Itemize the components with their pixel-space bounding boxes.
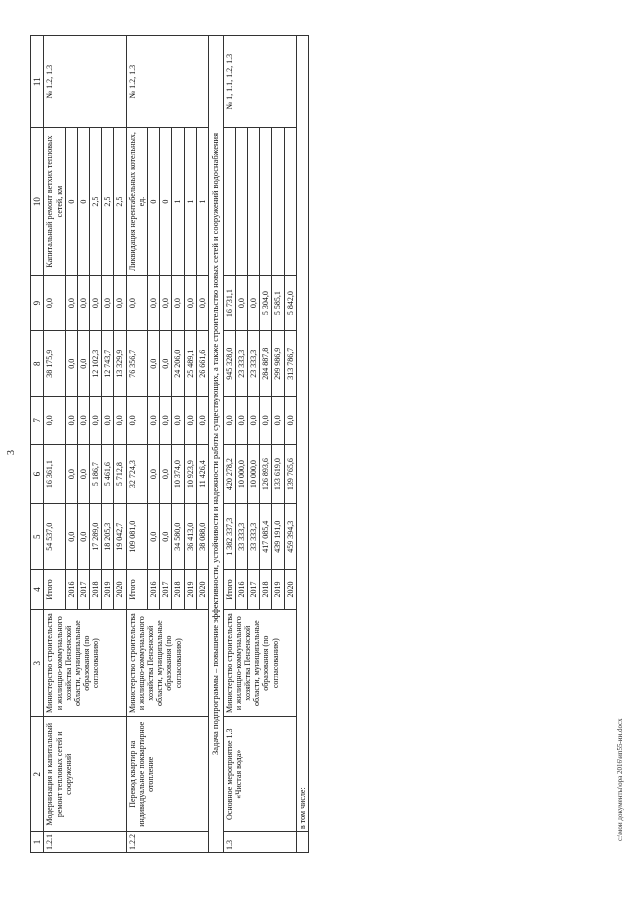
year-cell: 2017: [77, 570, 89, 610]
table-cell: [296, 832, 308, 853]
other-sources: 0,0: [235, 275, 247, 331]
indicator-value: 0: [160, 128, 172, 275]
federal-budget: 0,0: [196, 397, 208, 445]
year-cell: 2019: [102, 570, 114, 610]
total-amount: 459 394,3: [284, 504, 296, 570]
indicator-value: 2,5: [90, 128, 102, 275]
column-number-header: 11: [31, 36, 44, 128]
other-sources: 0,0: [102, 275, 114, 331]
federal-budget: 0,0: [65, 397, 77, 445]
regional-budget: 10 923,9: [184, 444, 196, 504]
target-reference: № 1.2, 1.3: [44, 36, 126, 128]
local-budget: 299 986,9: [272, 331, 284, 397]
regional-budget: 139 765,6: [284, 444, 296, 504]
local-budget: 26 661,6: [196, 331, 208, 397]
indicator-value: 2,5: [102, 128, 114, 275]
year-cell: 2018: [172, 570, 184, 610]
local-budget: 38 175,9: [44, 331, 65, 397]
year-cell: 2016: [65, 570, 77, 610]
local-budget: 313 786,7: [284, 331, 296, 397]
column-number-header: 7: [31, 397, 44, 445]
other-sources: 5 842,0: [284, 275, 296, 331]
federal-budget: 0,0: [114, 397, 126, 445]
other-sources: 0,0: [184, 275, 196, 331]
including-row: [296, 36, 308, 853]
other-sources: 0,0: [248, 275, 260, 331]
total-amount: 17 289,0: [90, 504, 102, 570]
indicator-cell: [260, 128, 272, 275]
indicator-cell: [235, 128, 247, 275]
indicator-cell: Ликвидация нерентабельных котельных, ед.: [126, 128, 147, 275]
indicator-cell: [272, 128, 284, 275]
local-budget: 13 329,9: [114, 331, 126, 397]
executor: Министерство строительства и жилищно-коммунального хозяйства Пензенской области, муниципальные образования (по согласованию): [44, 609, 126, 717]
regional-budget: 420 278,2: [223, 444, 235, 504]
indicator-value: 0: [65, 128, 77, 275]
table-row: [126, 36, 147, 853]
total-amount: 109 081,0: [126, 504, 147, 570]
task-statement: Задача подпрограммы – повышение эффективности, устойчивости и надежности работы существующих, а также строительство новых сетей и сооружений водоснабжения: [208, 36, 223, 853]
total-amount: 33 333,3: [248, 504, 260, 570]
federal-budget: 0,0: [260, 397, 272, 445]
regional-budget: 5 461,6: [102, 444, 114, 504]
year-cell: 2017: [248, 570, 260, 610]
regional-budget: 10 374,0: [172, 444, 184, 504]
year-cell: 2020: [284, 570, 296, 610]
year-cell: 2020: [196, 570, 208, 610]
other-sources: 0,0: [114, 275, 126, 331]
local-budget: 12 102,3: [90, 331, 102, 397]
other-sources: 16 731,1: [223, 275, 235, 331]
indicator-value: 1: [196, 128, 208, 275]
indicator-value: 2,5: [114, 128, 126, 275]
row-number: 1.2.1: [44, 832, 126, 853]
year-cell: 2016: [148, 570, 160, 610]
measure-name: Основное мероприятие 1.3 «Чистая вода»: [223, 717, 296, 832]
year-cell: Итого: [44, 570, 65, 610]
federal-budget: 0,0: [44, 397, 65, 445]
other-sources: 0,0: [160, 275, 172, 331]
federal-budget: 0,0: [160, 397, 172, 445]
total-amount: 439 191,0: [272, 504, 284, 570]
indicator-cell: Капитальный ремонт ветхих тепловых сетей, км: [44, 128, 65, 275]
indicator-cell: [223, 128, 235, 275]
program-table: [30, 35, 309, 853]
regional-budget: 10 000,0: [248, 444, 260, 504]
local-budget: 0,0: [65, 331, 77, 397]
indicator-value: 0: [148, 128, 160, 275]
federal-budget: 0,0: [90, 397, 102, 445]
regional-budget: 5 712,8: [114, 444, 126, 504]
total-amount: 417 085,4: [260, 504, 272, 570]
regional-budget: 16 361,1: [44, 444, 65, 504]
local-budget: 12 743,7: [102, 331, 114, 397]
federal-budget: 0,0: [235, 397, 247, 445]
year-cell: 2017: [160, 570, 172, 610]
year-cell: Итого: [223, 570, 235, 610]
total-amount: 0,0: [77, 504, 89, 570]
column-number-header: 3: [31, 609, 44, 717]
regional-budget: 126 893,6: [260, 444, 272, 504]
column-number-header: 2: [31, 717, 44, 832]
federal-budget: 0,0: [223, 397, 235, 445]
regional-budget: 11 426,4: [196, 444, 208, 504]
total-amount: 18 205,3: [102, 504, 114, 570]
other-sources: 0,0: [126, 275, 147, 331]
other-sources: 0,0: [65, 275, 77, 331]
regional-budget: 0,0: [77, 444, 89, 504]
local-budget: 23 333,3: [248, 331, 260, 397]
row-number: 1.2.2: [126, 832, 208, 853]
local-budget: 76 356,7: [126, 331, 147, 397]
column-number-header: 6: [31, 444, 44, 504]
total-amount: 0,0: [148, 504, 160, 570]
executor: Министерство строительства и жилищно-коммунального хозяйства Пензенской области, муниципальные образования (по согласованию): [126, 609, 208, 717]
federal-budget: 0,0: [77, 397, 89, 445]
column-number-header: 1: [31, 832, 44, 853]
regional-budget: 0,0: [160, 444, 172, 504]
other-sources: 0,0: [148, 275, 160, 331]
total-amount: 38 088,0: [196, 504, 208, 570]
target-reference: № 1.2, 1.3: [126, 36, 208, 128]
federal-budget: 0,0: [148, 397, 160, 445]
executor: Министерство строительства и жилищно-коммунального хозяйства Пензенской области, муниципальные образования (по согласованию): [223, 609, 296, 717]
total-amount: 54 537,0: [44, 504, 65, 570]
federal-budget: 0,0: [284, 397, 296, 445]
year-cell: 2016: [235, 570, 247, 610]
indicator-cell: [248, 128, 260, 275]
measure-name: Модернизация и капитальный ремонт тепловых сетей и сооружений: [44, 717, 126, 832]
regional-budget: 10 000,0: [235, 444, 247, 504]
year-cell: Итого: [126, 570, 147, 610]
target-reference: № 1, 1.1, 1.2, 1.3: [223, 36, 296, 128]
local-budget: 23 333,3: [235, 331, 247, 397]
local-budget: 284 887,8: [260, 331, 272, 397]
total-amount: 1 382 337,3: [223, 504, 235, 570]
total-amount: 0,0: [65, 504, 77, 570]
regional-budget: 0,0: [148, 444, 160, 504]
task-row: [208, 36, 223, 853]
other-sources: 0,0: [90, 275, 102, 331]
total-amount: 34 580,0: [172, 504, 184, 570]
indicator-value: 1: [184, 128, 196, 275]
regional-budget: 5 186,7: [90, 444, 102, 504]
including-label: в том числе:: [296, 36, 308, 832]
page-number: 3: [6, 450, 17, 455]
total-amount: 19 042,7: [114, 504, 126, 570]
other-sources: 5 304,0: [260, 275, 272, 331]
regional-budget: 0,0: [65, 444, 77, 504]
other-sources: 0,0: [196, 275, 208, 331]
column-number-header: 10: [31, 128, 44, 275]
table-row: [44, 36, 65, 853]
indicator-value: 0: [77, 128, 89, 275]
column-number-header: 9: [31, 275, 44, 331]
local-budget: 0,0: [160, 331, 172, 397]
local-budget: 24 206,0: [172, 331, 184, 397]
other-sources: 5 585,1: [272, 275, 284, 331]
other-sources: 0,0: [77, 275, 89, 331]
local-budget: 25 489,1: [184, 331, 196, 397]
federal-budget: 0,0: [248, 397, 260, 445]
regional-budget: 32 724,3: [126, 444, 147, 504]
row-number: 1.3: [223, 832, 296, 853]
federal-budget: 0,0: [102, 397, 114, 445]
federal-budget: 0,0: [126, 397, 147, 445]
column-number-header: 8: [31, 331, 44, 397]
year-cell: 2019: [272, 570, 284, 610]
federal-budget: 0,0: [272, 397, 284, 445]
federal-budget: 0,0: [184, 397, 196, 445]
year-cell: 2020: [114, 570, 126, 610]
header-row: [31, 36, 44, 853]
total-amount: 33 333,3: [235, 504, 247, 570]
local-budget: 945 328,0: [223, 331, 235, 397]
total-amount: 36 413,0: [184, 504, 196, 570]
federal-budget: 0,0: [172, 397, 184, 445]
column-number-header: 4: [31, 570, 44, 610]
indicator-cell: [284, 128, 296, 275]
year-cell: 2019: [184, 570, 196, 610]
local-budget: 0,0: [148, 331, 160, 397]
indicator-value: 1: [172, 128, 184, 275]
column-number-header: 5: [31, 504, 44, 570]
local-budget: 0,0: [77, 331, 89, 397]
other-sources: 0,0: [172, 275, 184, 331]
table-row: [223, 36, 235, 853]
year-cell: 2018: [90, 570, 102, 610]
regional-budget: 133 619,0: [272, 444, 284, 504]
other-sources: 0,0: [44, 275, 65, 331]
footer-path: c:\мои документы\ора 2016\ип55-ии.docx: [616, 718, 624, 841]
year-cell: 2018: [260, 570, 272, 610]
total-amount: 0,0: [160, 504, 172, 570]
measure-name: Перевод квартир на индивидуальное поквартирное отопление: [126, 717, 208, 832]
